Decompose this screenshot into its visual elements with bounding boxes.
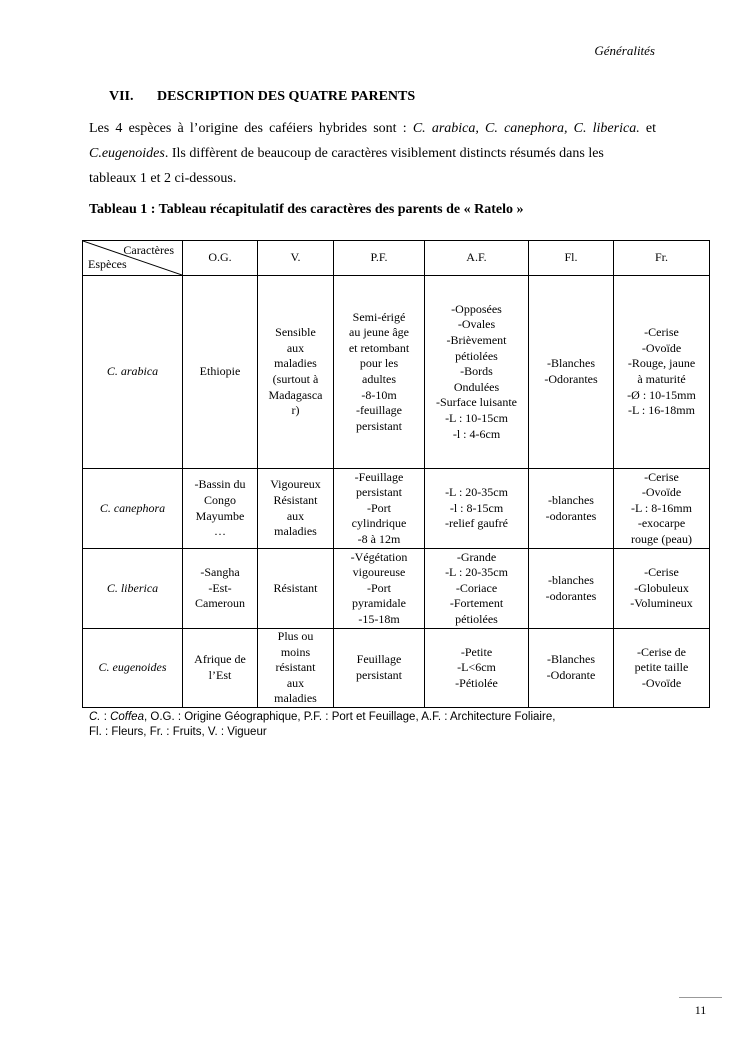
cell-line: et retombant [348,340,410,355]
cell-line: -relief gaufré [445,516,508,531]
cell-line: -Odorante [546,667,596,682]
cell-line: Sensible [275,325,316,340]
cell-line: moins [280,644,311,659]
cell-line: -Grande [456,549,497,564]
cell-line: aux [286,340,305,355]
cell-line: -Bassin du [194,477,246,492]
cell-line: -L : 16-18mm [628,403,695,418]
species-cell: C. canephora [83,469,183,549]
cell-line: -Coriace [455,580,498,595]
cell-og [183,549,258,629]
cell-line: -Cerise [644,325,679,340]
cell-line: rouge (peau) [631,531,692,546]
cell-line: aux [286,675,305,690]
cell-pf [334,549,425,629]
cell-pf [334,276,425,469]
column-header: O.G. [183,241,258,276]
cell-line: pétiolées [455,348,498,363]
cell-line: -Cerise de [637,644,686,659]
cell-line: Ondulées [453,379,500,394]
cell-line: -15-18m [358,611,400,626]
cell-line: -Ø : 10-15mm [627,387,696,402]
table-caption: Tableau 1 : Tableau récapitulatif des caractères des parents de « Ratelo » [89,202,524,217]
cell-line: -blanches [548,492,594,507]
cell-line: -Port [367,580,391,595]
cell-line: -l : 8-15cm [449,500,504,515]
page-number: 11 [694,1003,707,1017]
cell-line: Mayumbe [195,508,245,523]
cell-af [425,469,529,549]
cell-line: cylindrique [351,516,407,531]
cell-line: Semi-érigé [352,309,406,324]
cell-line: -Sangha [200,565,240,580]
cell-line: -Ovoïde [641,340,682,355]
cell-line: maladies [274,356,317,371]
cell-line: aux [286,508,305,523]
cell-fr [614,629,710,708]
species-cell: C. eugenoides [83,629,183,708]
legend-rest: , O.G. : Origine Géographique, P.F. : Port et Feuillage, A.F. : Architecture Foliaire, [143,711,556,723]
section-number: VII. [109,89,134,104]
cell-line: -Ovoïde [641,675,682,690]
running-header: Généralités [594,43,655,58]
table-row [83,469,710,549]
corner-header-cell [83,241,183,276]
cell-line: -L : 8-16mm [631,500,692,515]
cell-fr [614,276,710,469]
cell-line: pour les [359,356,399,371]
page-number-rule [679,997,722,998]
cell-line: r) [291,403,300,418]
cell-line: -Ovoïde [641,485,682,500]
parents-table [82,240,710,708]
cell-line: adultes [362,372,396,386]
cell-line: -L : 20-35cm [445,485,508,500]
cell-line: -Est- [208,580,232,595]
cell-line: Plus ou [277,629,314,643]
legend-line-2: Fl. : Fleurs, Fr. : Fruits, V. : Vigueur [89,726,267,738]
cell-af [425,549,529,629]
cell-line: -Port [367,500,391,515]
intro-text-2: et [639,121,656,136]
cell-line: -exocarpe [637,516,686,531]
cell-line: vigoureuse [352,565,406,580]
cell-pf [334,469,425,549]
species-cell: C. liberica [83,549,183,629]
column-header: P.F. [334,241,425,276]
column-header: Fr. [614,241,710,276]
cell-v [258,276,334,469]
intro-paragraph [89,116,656,191]
cell-v [258,629,334,708]
cell-af [425,629,529,708]
legend-sep: : [100,711,111,723]
cell-line: -Globuleux [634,580,689,595]
cell-line: l’Est [208,667,232,682]
cell-line: petite taille [634,660,689,675]
legend-line-1 [89,710,555,725]
cell-fl [529,549,614,629]
cell-line: -L : 10-15cm [445,410,508,425]
column-header: A.F. [425,241,529,276]
cell-line: -Cerise [644,469,679,484]
cell-line: -Blanches [547,652,595,667]
cell-line: maladies [274,524,317,539]
cell-line: Feuillage [356,652,402,667]
cell-line: -feuillage [356,403,402,418]
cell-line: à maturité [637,372,686,386]
intro-text-3: . Ils diffèrent de beaucoup de caractères visiblement distincts résumés dans les [164,146,604,161]
intro-species-last: C.eugenoides [89,146,165,161]
corner-label-characters: Caractères [123,243,174,257]
cell-line: persistant [356,667,402,682]
cell-line: -Végétation [350,549,408,564]
cell-fl [529,629,614,708]
cell-og [183,276,258,469]
cell-line: -odorantes [545,588,597,603]
cell-line: -Bords [460,364,493,379]
corner-label-species: Espèces [88,257,127,272]
cell-line: Cameroun [195,596,245,611]
cell-fr [614,549,710,629]
table-header-row [83,241,710,276]
legend-c: C. [89,711,101,723]
cell-line: -Cerise [644,565,679,580]
cell-line: -Rouge, jaune [627,356,696,371]
cell-line: -blanches [548,572,594,587]
cell-og [183,629,258,708]
column-header: Fl. [529,241,614,276]
intro-species-list: C. arabica, C. canephora, C. liberica. [412,121,640,136]
table-row [83,276,710,469]
cell-line: -Blanches [547,356,595,371]
section-title: DESCRIPTION DES QUATRE PARENTS [157,89,416,104]
cell-line: pyramidale [352,596,406,611]
cell-line: Madagasca [268,387,323,402]
cell-line: pétiolées [455,611,498,626]
cell-line: résistant [275,660,316,675]
cell-line: -Surface luisante [436,395,517,410]
cell-line: -Fortement [449,596,504,611]
cell-fr [614,469,710,549]
cell-line: Afrique de [194,652,246,667]
cell-af [425,276,529,469]
intro-text-4: tableaux 1 et 2 ci-dessous. [89,171,237,186]
cell-line: … [214,524,226,539]
cell-line: -Opposées [451,301,502,316]
cell-line: persistant [356,418,402,433]
table-legend [89,710,555,740]
cell-line: -Ovales [457,317,496,332]
species-cell: C. arabica [83,276,183,469]
column-header: V. [258,241,334,276]
cell-line: Vigoureux [270,477,321,492]
cell-line: -L<6cm [457,660,496,675]
cell-og [183,469,258,549]
cell-line: -l : 4-6cm [452,426,501,441]
cell-line: -8 à 12m [357,531,401,546]
cell-line: -Petite [460,644,493,659]
cell-line: -Feuillage [354,469,404,484]
cell-line: Résistant [273,492,318,507]
cell-fl [529,276,614,469]
table-row [83,629,710,708]
cell-v [258,549,334,629]
legend-coffea: Coffea [110,711,144,723]
cell-line: Congo [203,492,236,507]
table-row [83,549,710,629]
cell-line: persistant [356,485,402,500]
intro-text-1: Les 4 espèces à l’origine des caféiers hybrides sont : [89,121,413,136]
cell-v [258,469,334,549]
cell-line: -Brièvement [446,333,507,348]
cell-line: -Volumineux [630,596,693,611]
cell-line: maladies [274,691,317,706]
cell-line: -L : 20-35cm [445,565,508,580]
cell-line: -Odorantes [544,372,598,386]
cell-line: Résistant [273,580,318,595]
cell-line: au jeune âge [349,325,409,340]
cell-fl [529,469,614,549]
cell-line: Ethiopie [199,364,241,379]
cell-line: -Pétiolée [455,675,498,690]
cell-line: -8-10m [361,387,397,402]
section-heading [109,89,415,105]
cell-line: (surtout à [272,372,319,386]
cell-pf [334,629,425,708]
cell-line: -odorantes [545,508,597,523]
